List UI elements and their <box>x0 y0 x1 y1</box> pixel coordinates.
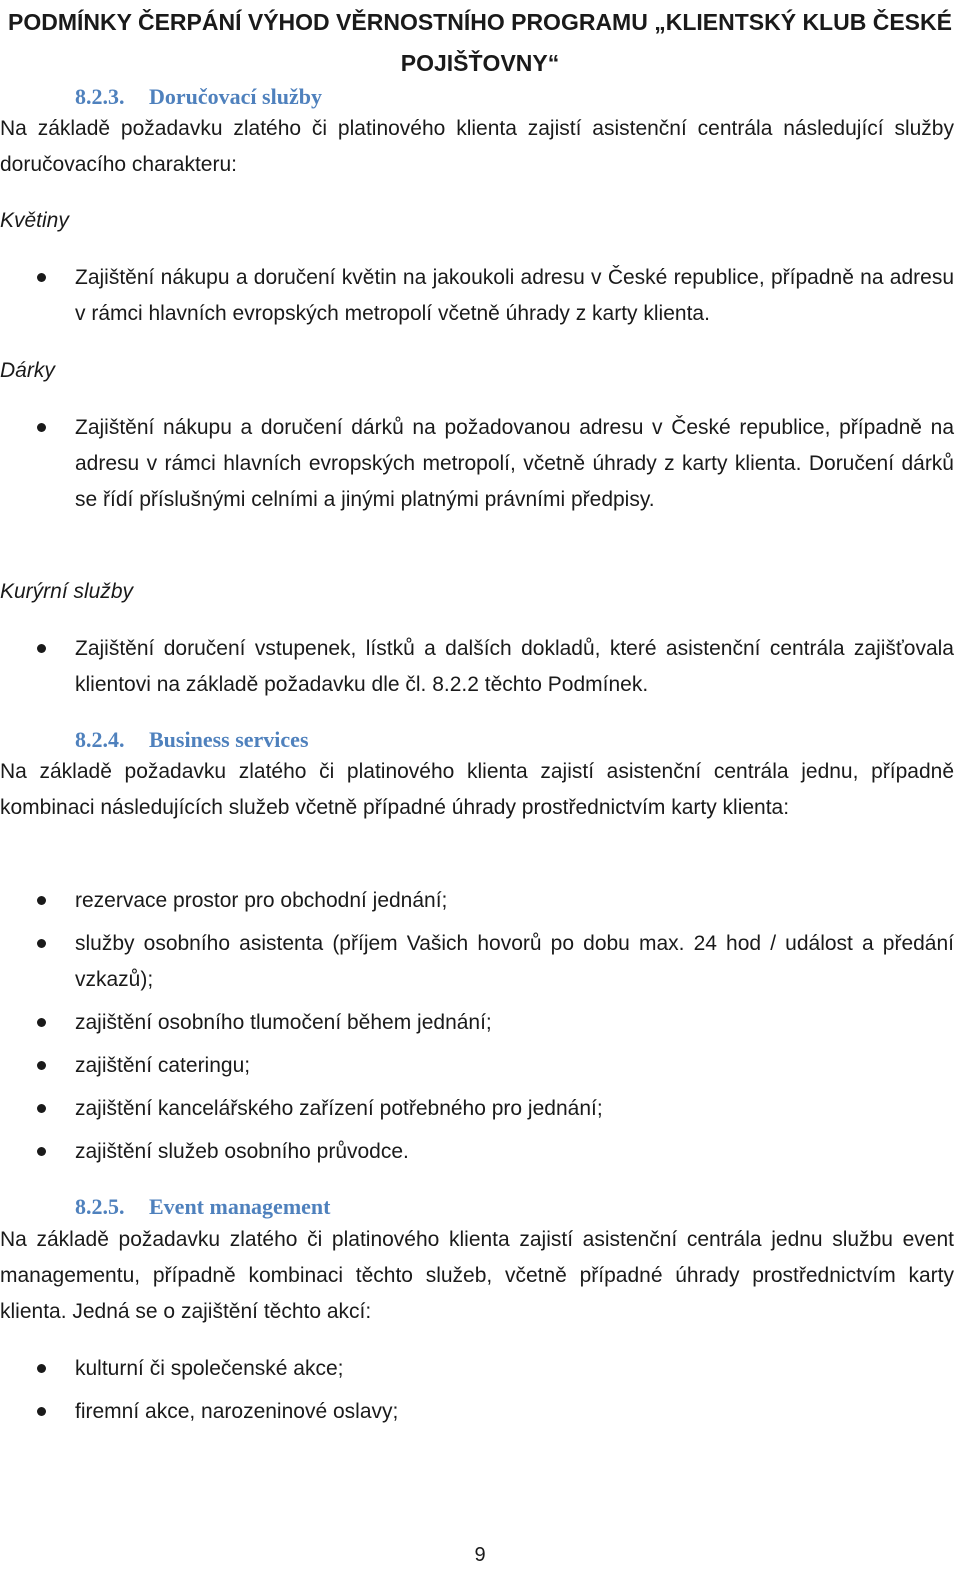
bullet-icon <box>37 1018 46 1027</box>
bullet-icon <box>37 896 46 905</box>
bullet-icon <box>37 273 46 282</box>
section-intro: Na základě požadavku zlatého či platinového klienta zajistí asistenční centrála jednu, případně kombinaci následujících služeb včetně případné úhrady prostřednictvím karty klienta: <box>0 760 954 819</box>
list-item-text: firemní akce, narozeninové oslavy; <box>75 1400 399 1423</box>
section-heading-8-2-3 <box>75 83 322 111</box>
section-heading-8-2-5 <box>75 1193 330 1221</box>
section-number: 8.2.5. <box>75 1194 125 1219</box>
list-item <box>75 1091 954 1127</box>
section-intro: Na základě požadavku zlatého či platinového klienta zajistí asistenční centrála jednu službu event managementu, případně kombinaci těchto služeb, včetně případné úhrady prostřednictvím karty klienta. Jedná se o zajištění těchto akcí: <box>0 1228 954 1323</box>
section-intro: Na základě požadavku zlatého či platinového klienta zajistí asistenční centrála následující služby doručovacího charakteru: <box>0 117 954 176</box>
subheading-darky: Dárky <box>0 359 55 382</box>
list-item-text: rezervace prostor pro obchodní jednání; <box>75 889 448 912</box>
subheading-kuryrni-sluzby: Kurýrní služby <box>0 580 134 603</box>
list-item <box>75 410 954 518</box>
bullet-icon <box>37 1061 46 1070</box>
list-item <box>75 631 954 703</box>
list-item-text: Zajištění nákupu a doručení dárků na požadovanou adresu v České republice, případně na adresu v rámci hlavních evropských metropolí, včetně úhrady z karty klienta. Doručení dárků se řídí příslušnými celními a jinými platnými právními předpisy. <box>75 416 954 511</box>
bullet-icon <box>37 1364 46 1373</box>
list-item <box>75 1005 954 1041</box>
list-item <box>75 1351 954 1387</box>
bullet-icon <box>37 423 46 432</box>
list-item <box>75 1134 954 1170</box>
section-title: Doručovací služby <box>149 84 322 109</box>
list-item <box>75 926 954 998</box>
list-item-text: kulturní či společenské akce; <box>75 1357 344 1380</box>
bullet-icon <box>37 939 46 948</box>
bullet-icon <box>37 1104 46 1113</box>
document-title: PODMÍNKY ČERPÁNÍ VÝHOD VĚRNOSTNÍHO PROGRAMU „KLIENTSKÝ KLUB ČESKÉ POJIŠŤOVNY“ <box>8 9 952 76</box>
list-item-text: zajištění služeb osobního průvodce. <box>75 1140 409 1163</box>
list-item <box>75 883 954 919</box>
section-title: Event management <box>149 1194 331 1219</box>
section-title: Business services <box>149 727 309 752</box>
list-item <box>75 1394 954 1430</box>
list-item-text: zajištění cateringu; <box>75 1054 251 1077</box>
section-number: 8.2.3. <box>75 84 125 109</box>
bullet-icon <box>37 1407 46 1416</box>
bullet-icon <box>37 644 46 653</box>
list-item <box>75 1048 954 1084</box>
list-item-text: služby osobního asistenta (příjem Vašich hovorů po dobu max. 24 hod / událost a předání vzkazů); <box>75 932 954 991</box>
list-item-text: Zajištění nákupu a doručení květin na jakoukoli adresu v České republice, případně na adresu v rámci hlavních evropských metropolí včetně úhrady z karty klienta. <box>75 266 954 325</box>
bullet-icon <box>37 1147 46 1156</box>
list-item-text: zajištění osobního tlumočení během jednání; <box>75 1011 492 1034</box>
list-item-text: Zajištění doručení vstupenek, lístků a dalších dokladů, které asistenční centrála zajišťovala klientovi na základě požadavku dle čl. 8.2.2 těchto Podmínek. <box>75 637 954 696</box>
list-item <box>75 260 954 332</box>
section-number: 8.2.4. <box>75 727 125 752</box>
list-item-text: zajištění kancelářského zařízení potřebného pro jednání; <box>75 1097 603 1120</box>
subheading-kvetiny: Květiny <box>0 209 69 232</box>
page-number: 9 <box>474 1544 486 1566</box>
section-heading-8-2-4 <box>75 726 309 754</box>
